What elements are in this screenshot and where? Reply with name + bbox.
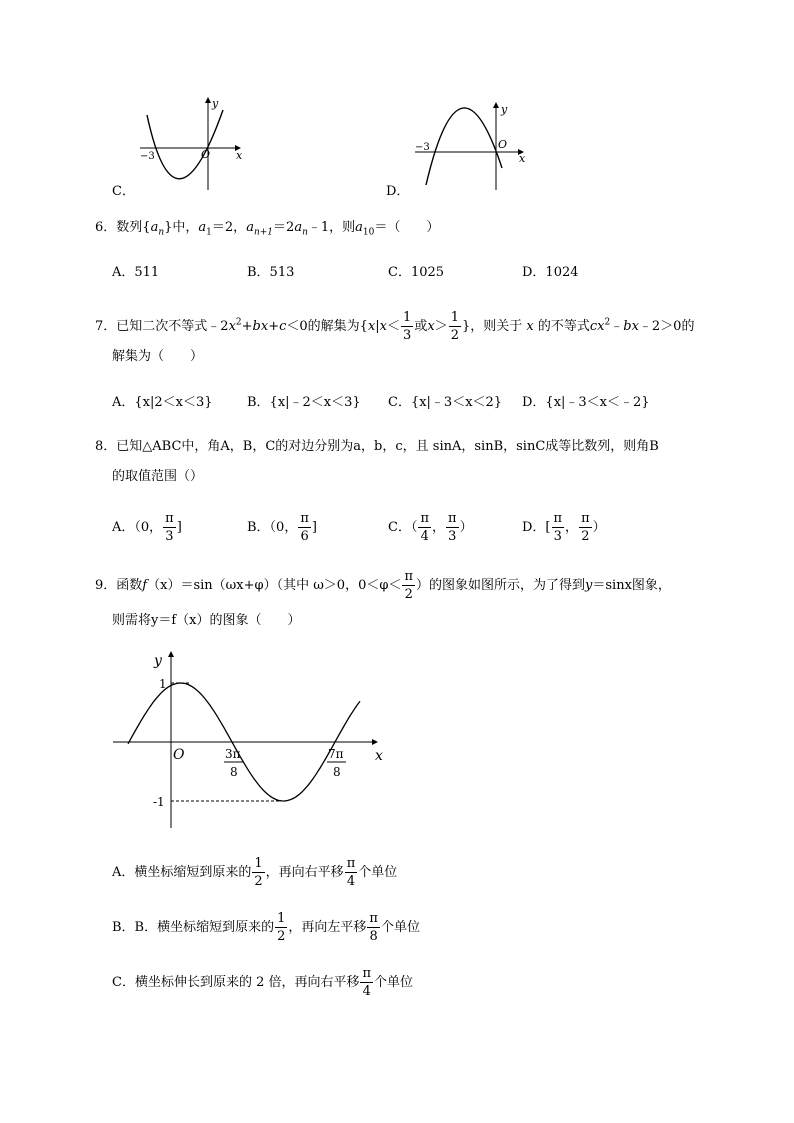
q9-x-label: x [375,748,383,764]
q9-tick-3pi-num: 3π [225,747,241,761]
q8-option-d[interactable]: D．[ $\frac{\pi}{3}$ ， $\frac{\pi}{2}$ ） [522,511,606,544]
graph-d-parabola [426,108,502,185]
q5-graph-d [410,95,535,195]
q6-option-b[interactable]: B．513 [247,265,295,280]
q9-tick-7pi-num: 7π [328,747,344,761]
q7-option-b[interactable]: B．{x|﹣2＜x＜3} [247,395,361,410]
graph-c-x-label: x [236,149,243,162]
q7-option-a[interactable]: A．{x|2＜x＜3} [112,395,213,410]
q7-option-d[interactable]: D．{x|﹣3＜x＜﹣2} [522,395,650,410]
q7-frac-1-3: $\frac{1}{3}$ [403,310,412,343]
q8-stem-line2: 的取值范围（） [112,469,204,484]
q6-option-d[interactable]: D．1024 [522,265,579,280]
q9-x-arrow [372,739,378,745]
q5-option-d-label: D． [386,184,410,199]
graph-c-y-label: y [212,97,219,110]
graph-c-y-arrow [205,97,211,103]
graph-c-tick-neg3: −3 [140,151,155,162]
graph-d-tick-neg3: −3 [415,142,430,153]
q8-stem-line1: 8．已知△ABC中，角A，B，C的对边分别为a，b，c，且 sinA，sinB，sinC成等比数列，则角B [95,439,659,454]
q6-option-a[interactable]: A．511 [112,265,160,280]
q9-tick-1: 1 [159,677,167,691]
q5-option-c-label: C． [112,184,135,199]
q7-stem-line2: 解集为（ ） [112,349,204,364]
q9-option-c[interactable]: C．横坐标伸长到原来的 2 倍，再向右平移 $\frac{\pi}{4}$ 个单位 [112,966,414,999]
q9-y-arrow [168,651,174,657]
q6-stem: 6．数列$\{a_n\}$中，$a_1=2$，$a_{n+1}=2a_n﹣1$，则$a_{10}=$（ ） [95,220,440,238]
graph-c-origin: O [201,148,211,161]
graph-d-y-arrow [493,102,499,108]
graph-d-origin: O [498,138,508,151]
q9-option-b[interactable]: B．B．横坐标缩短到原来的 $\frac{1}{2}$ ，再向左平移 $\frac{\pi}{8}$ 个单位 [112,911,420,944]
q6-option-c[interactable]: C．1025 [388,265,445,280]
q7-frac-1-2: $\frac{1}{2}$ [450,310,459,343]
q9-tick-7pi-den: 8 [333,765,341,779]
q9-stem-line2: 则需将y＝f（x）的图象（ ） [112,613,301,628]
q5-graph-c [135,95,250,195]
q9-origin: O [173,747,185,763]
q7-option-c[interactable]: C．{x|﹣3＜x＜2} [388,395,503,410]
q9-sine-graph [110,648,390,833]
q9-stem-line1: 9．函数f（x）＝sin（ωx+φ）（其中 ω＞0，0＜φ＜ $\frac{\pi}{2}$ ）的图象如图所示，为了得到y＝sinx图象， [95,569,671,602]
q8-option-a[interactable]: A．（0， $\frac{\pi}{3}$ ] [112,511,182,544]
graph-d-y-label: y [501,103,508,116]
q8-option-c[interactable]: C．（ $\frac{\pi}{4}$ ， $\frac{\pi}{3}$ ） [388,511,473,544]
q9-y-label: y [154,653,162,669]
q8-option-b[interactable]: B．（0， $\frac{\pi}{6}$ ] [247,511,317,544]
q9-tick-3pi-den: 8 [230,765,238,779]
graph-c-parabola [147,110,223,179]
q9-tick-neg1: -1 [153,795,165,809]
graph-d-x-label: x [519,152,526,165]
q7-stem-line1: 7．已知二次不等式$﹣2x^2+bx+c<0$的解集为{x|x＜ $\frac{1}{3}$ 或x＞ $\frac{1}{2}$ }，则关于 x 的不等式$cx^2﹣bx﹣2>0$的 [95,310,695,343]
q9-option-a[interactable]: A．横坐标缩短到原来的 $\frac{1}{2}$ ，再向右平移 $\frac{\pi}{4}$ 个单位 [112,856,398,889]
